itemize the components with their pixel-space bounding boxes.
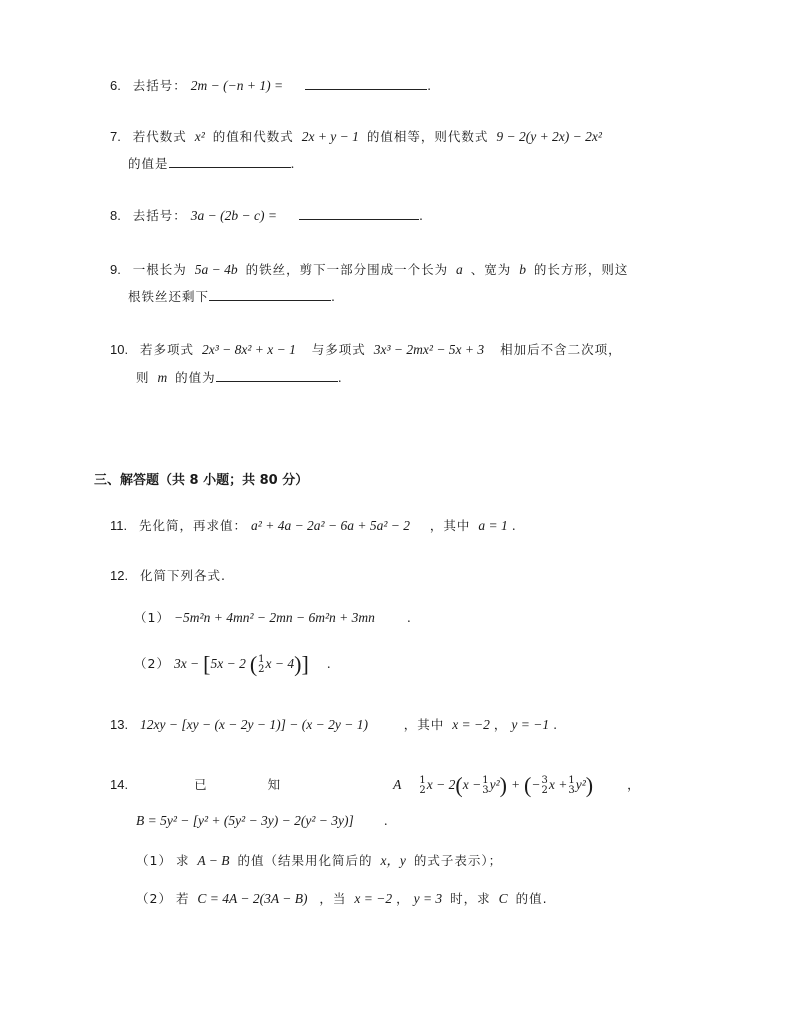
section-heading: 三、解答题（共 8 小题；共 80 分）	[94, 473, 309, 488]
left-bracket: [	[203, 651, 211, 677]
question-number: 7.	[110, 129, 121, 144]
question-7-cont	[128, 155, 295, 173]
right-bracket: ]	[301, 651, 309, 677]
question-text: 的式子表示）；	[413, 853, 503, 868]
question-text: 的值相等，则代数式	[366, 129, 489, 144]
question-14-B	[136, 812, 388, 830]
question-12-part-1	[134, 609, 411, 627]
question-14-part-2	[136, 890, 548, 908]
question-number: 8.	[110, 208, 121, 223]
question-10	[110, 341, 622, 359]
question-7	[110, 128, 602, 146]
question-text: 去括号：	[132, 78, 187, 93]
math-expression: −5m²n + 4mn² − 2mn − 6m²n + 3mn	[173, 610, 375, 625]
question-text: 时，求	[450, 891, 491, 906]
math-expression: 9 − 2(y + 2x) − 2x²	[496, 129, 602, 144]
math-expression: 5a − 4b	[194, 262, 238, 277]
question-13	[110, 716, 557, 734]
period: .	[406, 610, 411, 625]
question-number: 12.	[110, 568, 129, 583]
question-11	[110, 517, 516, 535]
answer-blank[interactable]	[169, 155, 291, 168]
question-14-part-1	[136, 852, 502, 870]
question-number: 14.	[110, 777, 129, 792]
left-paren: (	[455, 772, 463, 798]
right-paren: )	[294, 651, 302, 677]
question-9-cont	[128, 288, 335, 306]
question-text: 已	[194, 777, 208, 792]
question-8	[110, 207, 423, 225]
question-number: 13.	[110, 717, 129, 732]
part-label: （2）	[134, 656, 170, 671]
fraction-half: 1 2	[419, 774, 426, 796]
part-label: （1）	[136, 853, 172, 868]
math-expression: C	[498, 891, 508, 906]
question-text: 先化简，再求值：	[139, 518, 248, 533]
math-expression: b	[519, 262, 526, 277]
math-expression: y = −1	[511, 717, 550, 732]
question-text: 的值是	[128, 156, 169, 171]
math-expression: a	[456, 262, 463, 277]
math-expression: A	[393, 777, 402, 792]
math-expression: m	[157, 370, 168, 385]
question-text: 则	[136, 370, 150, 385]
period: .	[511, 518, 516, 533]
question-text: 的值和代数式	[212, 129, 294, 144]
period: .	[290, 156, 295, 171]
answer-blank[interactable]	[299, 207, 419, 220]
question-text: 相加后不含二次项，	[500, 342, 622, 357]
period: .	[337, 370, 342, 385]
question-number: 11.	[110, 518, 128, 533]
math-expression: x −	[462, 777, 482, 792]
math-expression: x − 4	[265, 656, 295, 671]
question-12-part-2	[134, 650, 331, 679]
question-text: 与多项式	[311, 342, 366, 357]
question-text: 求	[175, 853, 190, 868]
right-paren: )	[499, 772, 507, 798]
math-expression: y = 3	[413, 891, 443, 906]
question-text: 去括号：	[132, 208, 187, 223]
fraction-third: 1 3	[568, 774, 575, 796]
period: .	[326, 656, 331, 671]
question-number: 10.	[110, 342, 129, 357]
math-expression: 12xy − [xy − (x − 2y − 1)] − (x − 2y − 1)	[140, 717, 368, 732]
question-text: 一根长为	[132, 262, 187, 277]
question-text: 若	[175, 891, 190, 906]
math-expression: 2x³ − 8x² + x − 1	[201, 342, 296, 357]
math-expression: x = −2	[354, 891, 393, 906]
separator: ，	[396, 891, 410, 906]
math-expression: 3a − (2b − c) =	[190, 208, 277, 223]
fraction-third: 1 3	[482, 774, 489, 796]
math-expression: y²	[489, 777, 500, 792]
math-expression: x²	[194, 129, 205, 144]
left-paren: (	[249, 651, 258, 677]
part-label: （2）	[136, 891, 172, 906]
question-number: 6.	[110, 78, 121, 93]
math-expression: B = 5y² − [y² + (5y² − 3y) − 2(y² − 3y)]	[136, 813, 354, 828]
question-text: 、宽为	[470, 262, 512, 277]
equals-sign: =	[405, 777, 415, 792]
question-14	[110, 770, 641, 801]
math-expression: C = 4A − 2(3A − B)	[197, 891, 308, 906]
question-12	[110, 567, 226, 585]
question-text: 的值（结果用化简后的	[237, 853, 373, 868]
math-expression: 2m − (−n + 1) =	[190, 78, 284, 93]
math-expression: 3x³ − 2mx² − 5x + 3	[373, 342, 485, 357]
period: .	[427, 78, 432, 93]
separator: ，	[627, 777, 641, 792]
period: .	[383, 813, 388, 828]
question-text: ，其中	[429, 518, 471, 533]
math-expression: 2x + y − 1	[301, 129, 359, 144]
math-expression: x = −2	[452, 717, 490, 732]
question-text: 根铁丝还剩下	[128, 289, 210, 304]
period: .	[331, 289, 335, 304]
question-text: ，当	[319, 891, 347, 906]
question-text: 若代数式	[132, 129, 187, 144]
math-expression: x − 2	[426, 777, 456, 792]
question-9	[110, 261, 628, 279]
math-expression: 5x − 2	[210, 656, 246, 671]
fraction-three-half: 3 2	[541, 774, 548, 796]
period: .	[553, 717, 558, 732]
question-text: 的值为	[175, 370, 216, 385]
question-text: 知	[267, 777, 282, 792]
left-paren: (	[524, 772, 532, 798]
period: .	[418, 208, 423, 223]
math-expression: x +	[548, 777, 568, 792]
question-text: 的铁丝，剪下一部分围成一个长为	[245, 262, 449, 277]
question-text: 若多项式	[140, 342, 195, 357]
question-10-cont	[136, 369, 342, 387]
question-text: 的值.	[515, 891, 548, 906]
question-6	[110, 77, 431, 95]
separator: ，	[493, 717, 508, 732]
answer-blank[interactable]	[209, 288, 331, 301]
math-expression: y²	[575, 777, 586, 792]
question-text: ，其中	[403, 717, 445, 732]
math-expression: A − B	[197, 853, 230, 868]
part-label: （1）	[134, 610, 170, 625]
math-expression: a² + 4a − 2a² − 6a + 5a² − 2	[251, 518, 410, 533]
question-number: 9.	[110, 262, 121, 277]
math-expression: a = 1	[478, 518, 508, 533]
answer-blank[interactable]	[216, 369, 338, 382]
question-text: 的长方形，则这	[533, 262, 629, 277]
question-text: 化简下列各式.	[140, 568, 226, 583]
answer-blank[interactable]	[305, 77, 427, 90]
math-expression: 3x −	[173, 656, 200, 671]
math-expression: x，y	[380, 853, 406, 868]
math-expression: −	[531, 777, 541, 792]
fraction-half: 1 2	[258, 653, 265, 675]
right-paren: )	[585, 772, 594, 798]
math-expression: +	[510, 777, 521, 792]
